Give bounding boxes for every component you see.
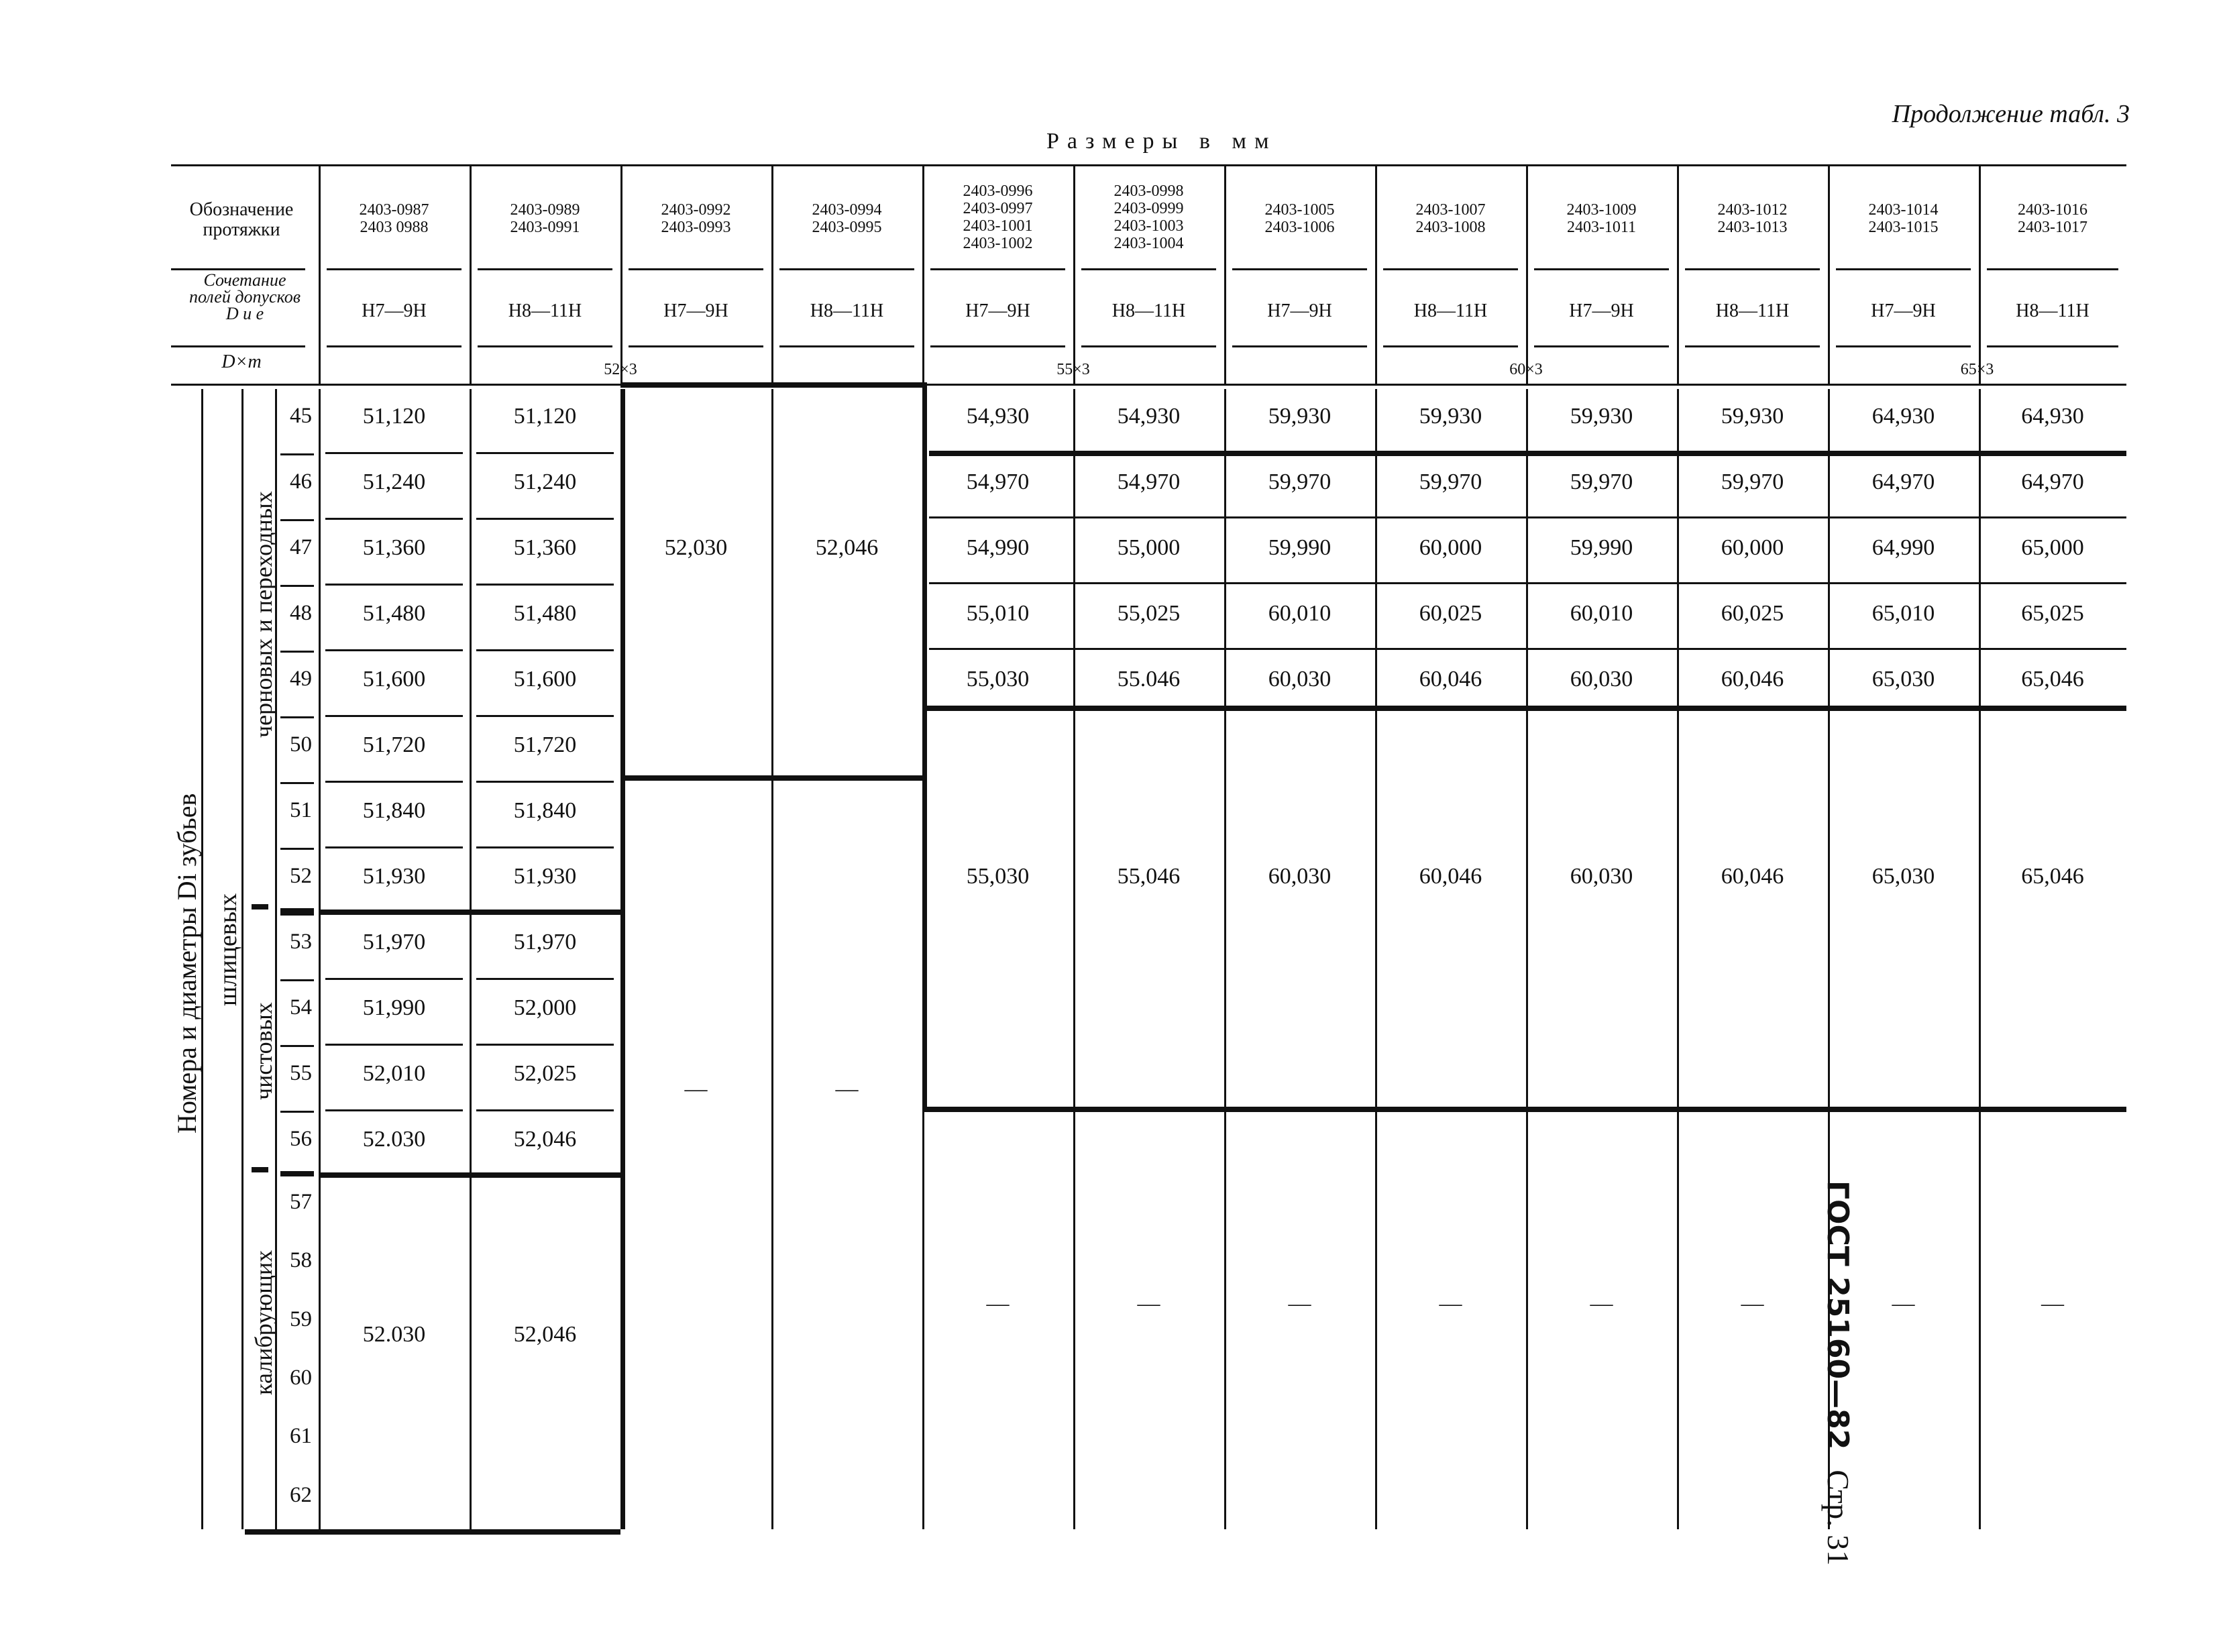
tolerance-value: H8—11H — [810, 300, 884, 321]
rule — [171, 345, 305, 347]
row-number: 48 — [290, 601, 312, 625]
designation-label: Обозначение протяжки — [189, 199, 294, 240]
gost-code: ГОСТ 25160—82 — [1820, 1180, 1855, 1450]
dash-value: — — [684, 1077, 708, 1101]
tolerance-value: H8—11H — [2016, 300, 2089, 321]
rule — [1526, 389, 1528, 1529]
dxm-value: 65×3 — [1960, 361, 1994, 378]
rule — [252, 904, 268, 910]
cell-value: 60,030 — [1268, 864, 1332, 889]
dash-value: — — [1288, 1291, 1311, 1316]
rule — [1677, 164, 1679, 384]
rule — [1232, 268, 1367, 270]
column-code: 2403-0998 2403-0999 2403-1003 2403-1004 — [1114, 182, 1184, 252]
cell-value: 51,360 — [362, 535, 426, 560]
rule — [1224, 389, 1226, 1529]
rule — [470, 164, 472, 384]
cell-value: 51,120 — [362, 404, 426, 429]
rule — [252, 1167, 268, 1172]
rule — [280, 782, 314, 784]
tolerance-value: H8—11H — [1413, 300, 1488, 321]
cell-value: 65,010 — [1871, 601, 1935, 626]
rule — [319, 389, 321, 1529]
row-number: 52 — [290, 864, 312, 888]
cell-value: 52,046 — [815, 535, 879, 560]
cell-value: 52.030 — [362, 1322, 426, 1347]
rule — [171, 164, 2126, 166]
gost-stamp — [1821, 1180, 1856, 1565]
rule — [922, 706, 2126, 711]
cell-value: 54,930 — [966, 404, 1030, 429]
cell-value: 52,030 — [664, 535, 728, 560]
cell-value: 59,930 — [1419, 404, 1482, 429]
row-number: 62 — [290, 1482, 312, 1507]
rule — [1987, 268, 2118, 270]
row-number: 46 — [290, 470, 312, 494]
cell-value: 55,030 — [966, 667, 1030, 692]
rule — [620, 164, 622, 384]
page-number: Стр. 31 — [1821, 1470, 1855, 1566]
cell-value: 60,000 — [1721, 535, 1784, 560]
cell-value: 64,970 — [1871, 470, 1935, 494]
rule — [1383, 268, 1518, 270]
rule — [1677, 389, 1679, 1529]
cell-value: 65,025 — [2021, 601, 2084, 626]
dash-value: — — [1590, 1291, 1613, 1316]
rule — [280, 979, 314, 981]
rule — [280, 1111, 314, 1113]
cell-value: 55,030 — [966, 864, 1030, 889]
cell-value: 54,970 — [966, 470, 1030, 494]
rule — [280, 519, 314, 521]
cell-value: 55,025 — [1117, 601, 1181, 626]
rule — [629, 345, 763, 347]
units-caption: Размеры в мм — [1046, 129, 1277, 154]
rule — [476, 649, 614, 651]
rule — [922, 706, 927, 1107]
rule — [930, 345, 1065, 347]
tolerance-value: H7—9H — [1871, 300, 1936, 321]
cell-value: 59,970 — [1419, 470, 1482, 494]
rule — [280, 848, 314, 850]
column-code: 2403-0994 2403-0995 — [812, 201, 882, 236]
cell-value: 52,025 — [513, 1061, 577, 1086]
rule — [922, 345, 924, 384]
cell-value: 64,970 — [2021, 470, 2084, 494]
cell-value: 65,046 — [2021, 864, 2084, 889]
cell-value: 54,990 — [966, 535, 1030, 560]
cell-value: 59,990 — [1570, 535, 1633, 560]
column-code: 2403-0987 2403 0988 — [359, 201, 429, 236]
rough-label: черновых и переходных — [250, 491, 277, 738]
rule — [280, 651, 314, 653]
rule — [325, 781, 463, 783]
rule — [478, 345, 612, 347]
row-number: 57 — [290, 1190, 312, 1214]
spline-label: шлицевых — [214, 893, 242, 1006]
cell-value: 52,046 — [513, 1127, 577, 1152]
rule — [476, 978, 614, 980]
rule — [1375, 164, 1377, 384]
row-number: 56 — [290, 1127, 312, 1151]
row-number: 50 — [290, 732, 312, 757]
dash-value: — — [1137, 1291, 1160, 1316]
rule — [325, 1044, 463, 1046]
cell-value: 55,046 — [1117, 864, 1181, 889]
rule — [325, 715, 463, 717]
tolerance-value: H7—9H — [1267, 300, 1332, 321]
row-number: 49 — [290, 667, 312, 691]
rule — [1081, 345, 1216, 347]
cell-value: 60,030 — [1570, 864, 1633, 889]
cell-value: 59,930 — [1721, 404, 1784, 429]
cell-value: 51,970 — [513, 930, 577, 954]
rule — [280, 453, 314, 455]
cell-value: 51,720 — [513, 732, 577, 757]
dxm-value: 52×3 — [604, 361, 637, 378]
row-number: 55 — [290, 1061, 312, 1085]
cell-value: 60,010 — [1268, 601, 1332, 626]
cell-value: 60,046 — [1721, 667, 1784, 692]
row-number: 54 — [290, 995, 312, 1020]
rule — [1836, 345, 1971, 347]
rule — [327, 268, 461, 270]
cell-value: 54,970 — [1117, 470, 1181, 494]
cell-value: 65,046 — [2021, 667, 2084, 692]
column-code: 2403-1005 2403-1006 — [1264, 201, 1335, 236]
cell-value: 51,600 — [513, 667, 577, 692]
rule — [476, 1044, 614, 1046]
rule — [1224, 345, 1226, 384]
rule — [476, 518, 614, 520]
rule — [1685, 268, 1820, 270]
rule — [280, 914, 314, 916]
rule — [779, 268, 914, 270]
cell-value: 65,030 — [1871, 667, 1935, 692]
rule — [1534, 345, 1669, 347]
rule — [280, 908, 314, 914]
dash-value: — — [1439, 1291, 1462, 1316]
rule — [476, 715, 614, 717]
rule — [476, 584, 614, 586]
rule — [476, 781, 614, 783]
dxm-value: 60×3 — [1509, 361, 1543, 378]
dxm-label: D×m — [221, 351, 262, 372]
rule — [325, 649, 463, 651]
cell-value: 51,240 — [362, 470, 426, 494]
cell-value: 52.030 — [362, 1127, 426, 1152]
cell-value: 51,600 — [362, 667, 426, 692]
rule — [620, 382, 922, 388]
row-number: 59 — [290, 1307, 312, 1331]
cell-value: 59,930 — [1570, 404, 1633, 429]
rule — [1081, 268, 1216, 270]
rule — [476, 1109, 614, 1111]
cell-value: 60,046 — [1721, 864, 1784, 889]
column-code: 2403-0996 2403-0997 2403-1001 2403-1002 — [963, 182, 1033, 252]
cell-value: 51,480 — [362, 601, 426, 626]
cell-value: 59,990 — [1268, 535, 1332, 560]
cell-value: 52,000 — [513, 995, 577, 1020]
rule — [325, 518, 463, 520]
cell-value: 51,720 — [362, 732, 426, 757]
cell-value: 51,360 — [513, 535, 577, 560]
rule — [1979, 164, 1981, 384]
cell-value: 60,025 — [1419, 601, 1482, 626]
cell-value: 55,010 — [966, 601, 1030, 626]
cell-value: 65,000 — [2021, 535, 2084, 560]
rule — [1383, 345, 1518, 347]
rule — [325, 978, 463, 980]
rule — [280, 1045, 314, 1047]
column-code: 2403-0992 2403-0993 — [661, 201, 731, 236]
tolerance-value: H8—11H — [508, 300, 582, 321]
cell-value: 59,970 — [1721, 470, 1784, 494]
column-code: 2403-1009 2403-1011 — [1566, 201, 1637, 236]
tolerance-value: H7—9H — [362, 300, 427, 321]
cell-value: 51,120 — [513, 404, 577, 429]
rule — [325, 584, 463, 586]
cell-value: 54,930 — [1117, 404, 1181, 429]
cell-value: 60,000 — [1419, 535, 1482, 560]
cell-value: 60,046 — [1419, 667, 1482, 692]
rule — [1232, 345, 1367, 347]
column-code: 2403-1012 2403-1013 — [1717, 201, 1788, 236]
cell-value: 51,840 — [513, 798, 577, 823]
rule — [280, 585, 314, 587]
tolerance-value: H7—9H — [663, 300, 728, 321]
dash-value: — — [2041, 1291, 2064, 1316]
row-number: 51 — [290, 798, 312, 822]
rule — [280, 716, 314, 718]
rule — [470, 389, 472, 1529]
cell-value: 64,930 — [2021, 404, 2084, 429]
cell-value: 51,970 — [362, 930, 426, 954]
cell-value: 65,030 — [1871, 864, 1935, 889]
tolerance-value: H7—9H — [1569, 300, 1634, 321]
rule — [1685, 345, 1820, 347]
cell-value: 60,030 — [1570, 667, 1633, 692]
cell-value: 55,000 — [1117, 535, 1181, 560]
tolerance-value: H8—11H — [1715, 300, 1790, 321]
rule — [1987, 345, 2118, 347]
dash-value: — — [1892, 1291, 1915, 1316]
rule — [1073, 389, 1075, 1529]
rule — [930, 268, 1065, 270]
cell-value: 59,930 — [1268, 404, 1332, 429]
cell-value: 59,970 — [1570, 470, 1633, 494]
rule — [1828, 345, 1830, 384]
rule — [319, 164, 321, 384]
tolerance-value: H8—11H — [1111, 300, 1186, 321]
finish-label: чистовых — [250, 1002, 277, 1100]
cell-value: 60,010 — [1570, 601, 1633, 626]
rule — [327, 345, 461, 347]
rule — [779, 345, 914, 347]
cell-value: 52,010 — [362, 1061, 426, 1086]
row-number: 61 — [290, 1424, 312, 1449]
calib-label: калибрующих — [250, 1250, 277, 1395]
tolerance-label: Сочетание полей допусков D и е — [188, 270, 301, 323]
row-number: 47 — [290, 535, 312, 559]
cell-value: 52,046 — [513, 1322, 577, 1347]
rule — [325, 1109, 463, 1111]
rule — [171, 384, 2126, 386]
cell-value: 51,990 — [362, 995, 426, 1020]
dash-value: — — [986, 1291, 1010, 1316]
rule — [1836, 268, 1971, 270]
continuation-note: Продолжение табл. 3 — [1892, 100, 2130, 128]
rule — [1534, 268, 1669, 270]
column-code: 2403-0989 2403-0991 — [510, 201, 580, 236]
row-number: 58 — [290, 1248, 312, 1273]
dash-value: — — [835, 1077, 859, 1101]
cell-value: 60,030 — [1268, 667, 1332, 692]
row-number: 53 — [290, 930, 312, 954]
cell-value: 60,025 — [1721, 601, 1784, 626]
cell-value: 60,046 — [1419, 864, 1482, 889]
rule — [1526, 164, 1528, 384]
cell-value: 51,930 — [513, 864, 577, 889]
cell-value: 64,930 — [1871, 404, 1935, 429]
cell-value: 51,240 — [513, 470, 577, 494]
row-number: 45 — [290, 404, 312, 428]
cell-value: 59,970 — [1268, 470, 1332, 494]
dxm-value: 55×3 — [1056, 361, 1090, 378]
rule — [629, 268, 763, 270]
cell-value: 55.046 — [1117, 667, 1181, 692]
rule — [771, 164, 773, 384]
column-code: 2403-1007 2403-1008 — [1415, 201, 1486, 236]
rule — [1979, 389, 1981, 1529]
cell-value: 51,930 — [362, 864, 426, 889]
rule — [325, 452, 463, 454]
rule — [476, 452, 614, 454]
cell-value: 51,480 — [513, 601, 577, 626]
rule — [280, 1171, 314, 1176]
column-code: 2403-1016 2403-1017 — [2018, 201, 2087, 236]
rule — [325, 846, 463, 848]
rule — [1375, 389, 1377, 1529]
rule — [922, 1107, 2126, 1112]
dash-value: — — [1741, 1291, 1764, 1316]
row-number: 60 — [290, 1366, 312, 1390]
cell-value: 64,990 — [1871, 535, 1935, 560]
rule — [478, 268, 612, 270]
tolerance-value: H7—9H — [965, 300, 1030, 321]
teeth-label: Номера и диаметры Di зубьев — [172, 793, 202, 1134]
cell-value: 51,840 — [362, 798, 426, 823]
column-code: 2403-1014 2403-1015 — [1868, 201, 1939, 236]
rule — [476, 846, 614, 848]
rule — [245, 1529, 620, 1535]
